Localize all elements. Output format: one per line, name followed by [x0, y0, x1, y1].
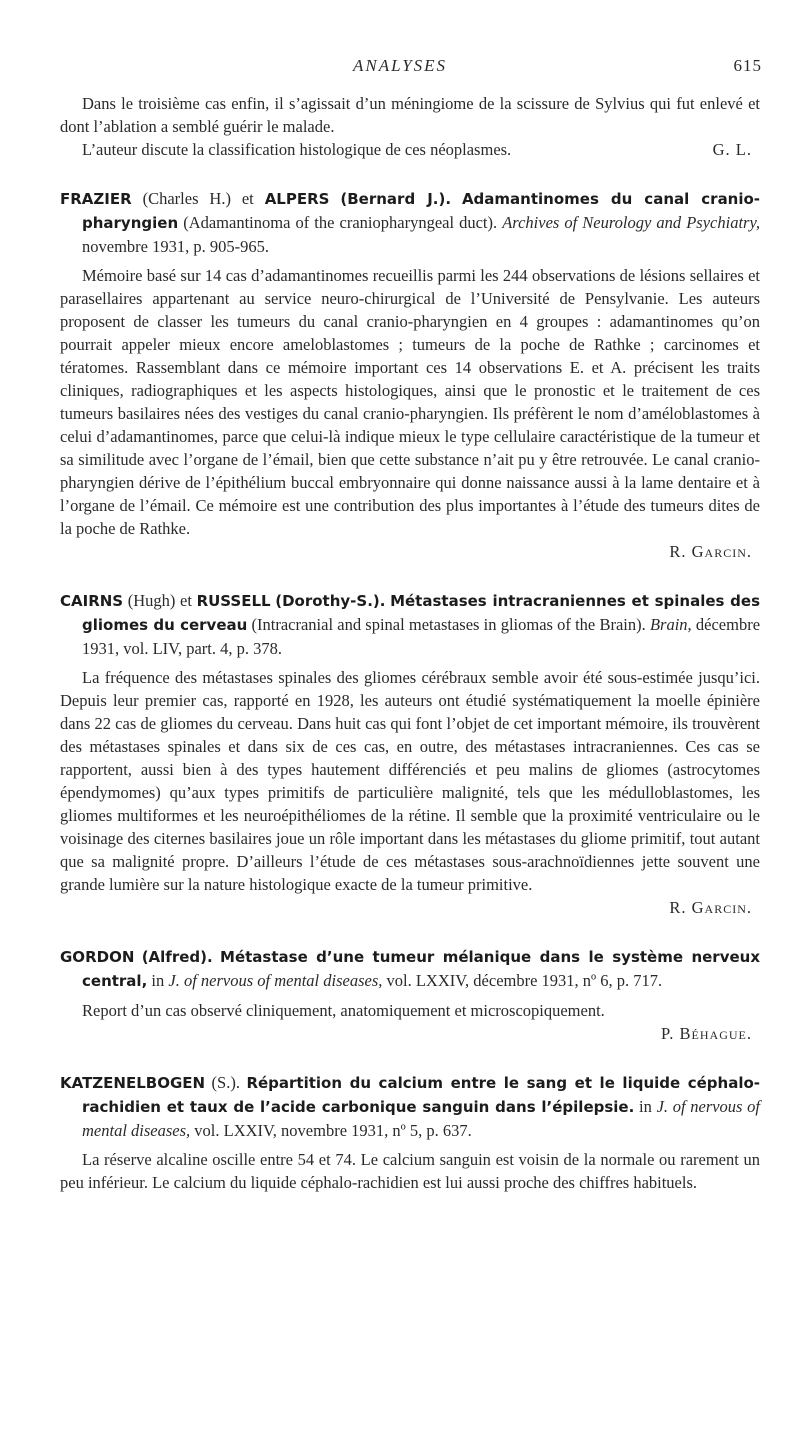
citation-details: vol. LXXIV, décembre 1931, nº 6, p. 717.	[386, 971, 663, 990]
page-content	[60, 92, 760, 1194]
entry-header	[60, 945, 760, 993]
title-translation: (Adamantinoma of the craniopharyngeal duct).	[183, 213, 498, 232]
entry-header	[60, 1071, 760, 1142]
abstract-entry	[60, 1071, 760, 1194]
reviewer-signature: R. Garcin.	[669, 898, 752, 917]
author-surname: CAIRNS	[60, 592, 124, 610]
intro-section	[60, 92, 760, 161]
article-title: Adamantinomes du canal cranio-pharyngien	[82, 190, 761, 232]
page-number: 615	[733, 56, 762, 75]
abstract-entry	[60, 589, 760, 919]
author-surname: FRAZIER	[60, 190, 132, 208]
author-surname: KATZENELBOGEN	[60, 1074, 206, 1092]
author-surname: ALPERS	[264, 190, 330, 208]
article-title: Métastase d’une tumeur mélanique dans le système nerveux central,	[82, 948, 760, 990]
citation-details: novembre 1931, p. 905-965.	[82, 237, 269, 256]
reviewer-signature: R. Garcin.	[669, 542, 752, 561]
article-title: Répartition du calcium entre le sang et le liquide céphalo-rachidien et taux de l’acide carbonique sanguin dans l’épilepsie.	[82, 1074, 761, 1116]
author-given: (Alfred).	[141, 948, 213, 966]
author-surname: RUSSELL	[196, 592, 271, 610]
abstract-body: La réserve alcaline oscille entre 54 et 74. Le calcium sanguin est voisin de la normale ou rarement un peu inférieur. Le calcium du liquide céphalo-rachidien est lui aussi proche des chiffres habituels.	[60, 1150, 760, 1192]
journal-name: Archives of Neurology and Psychiatry,	[502, 213, 760, 232]
reviewer-signature: P. Béhague.	[660, 1024, 752, 1043]
running-title: ANALYSES	[352, 56, 448, 75]
author-given: (Charles H.)	[142, 189, 231, 208]
conjunction: et	[241, 189, 254, 208]
entry-header	[60, 187, 760, 258]
running-head	[0, 56, 800, 80]
citation-details: vol. LXXIV, novembre 1931, nº 5, p. 637.	[194, 1121, 472, 1140]
abstract-body: La fréquence des métastases spinales des gliomes cérébraux semble avoir été sous-estimée jusqu’ici. Depuis leur premier cas, rapporté en 1928, les auteurs ont étudié systématiquement la moelle épinière dans 22 cas de gliomes du cerveau. Dans huit cas qui font l’objet de cet important mémoire, ils trouvèrent des métastases spinales et dans six de ces cas, en outre, des métastases intracraniennes. Ces cas se rapportent, aussi bien à des types hautement différenciés et peu malins de gliomes (astrocytomes épendymomes) qu’aux types primitifs de particulière malignité, tels que les médulloblastomes, les gliomes multiformes et les neuroépithéliomes de la rétine. Il semble que la proximité ventriculaire ou le voisinage des citernes basilaires joue un rôle important dans les métastases du gliome primitif, tout autant que sa malignité propre. D’ailleurs l’étude de ces métastases sous-arachnoïdiennes jette souvent une grande lumière sur la nature histologique exacte de la tumeur primitive.	[60, 668, 760, 894]
abstract-body: Report d’un cas observé cliniquement, anatomiquement et microscopiquement.	[82, 1001, 605, 1020]
title-translation: (Intracranial and spinal metastases in gliomas of the Brain).	[251, 615, 646, 634]
author-surname: GORDON	[60, 948, 135, 966]
author-given: (Dorothy-S.).	[275, 592, 386, 610]
author-given: (S.).	[211, 1073, 240, 1092]
intro-paragraph: Dans le troisième cas enfin, il s’agissait d’un méningiome de la scissure de Sylvius qui fut enlevé et dont l’ablation a semblé guérir le malade.	[60, 94, 760, 136]
intro-paragraph-2	[60, 138, 760, 161]
in-label: in	[639, 1097, 652, 1116]
abstract-entry	[60, 945, 760, 1045]
intro-signature: G. L.	[712, 140, 752, 159]
intro-text: L’auteur discute la classification histologique de ces néoplasmes.	[82, 140, 512, 159]
author-given: (Bernard J.).	[340, 190, 452, 208]
in-label: in	[151, 971, 165, 990]
journal-name: J. of nervous of mental diseases,	[82, 1097, 761, 1140]
citation-details: décembre 1931, vol. LIV, part. 4, p. 378.	[82, 615, 761, 658]
journal-name: Brain,	[649, 615, 692, 634]
conjunction: et	[180, 591, 192, 610]
abstract-entry	[60, 187, 760, 563]
journal-name: J. of nervous of mental diseases,	[168, 971, 383, 990]
article-title: Métastases intracraniennes et spinales des gliomes du cerveau	[82, 592, 761, 634]
author-given: (Hugh)	[127, 591, 176, 610]
abstract-body: Mémoire basé sur 14 cas d’adamantinomes recueillis parmi les 244 observations de lésions sellaires et parasellaires appartenant au service neuro-chirurgical de l’Université de Pensylvanie. Les auteurs proposent de classer les tumeurs du canal cranio-pharyngien en 4 groupes : adamantinomes qu’on pourrait appeler mieux encore ameloblastomes ; tumeurs de la poche de Rathke ; carcinomes et tératomes. Rassemblant dans ce mémoire important ces 14 observations E. et A. précisent les traits cliniques, radiographiques et les aspects histologiques, ainsi que le pronostic et le traitement de ces tumeurs basilaires nées des vestiges du canal cranio-pharyngien. Ils préfèrent le nom d’améloblastomes à celui d’adamantinomes, parce que celui-là indique mieux le type cellulaire caractéristique de la tumeur et sa similitude avec l’organe de l’émail, bien que cette substance n’ait pu y être retrouvée. Le canal cranio-pharyngien dérive de l’épithélium buccal embryonnaire qui donne naissance aussi à la lame dentaire et à l’organe de l’émail. Ce mémoire est une contribution des plus importantes à l’étude des tumeurs dites de la poche de Rathke.	[60, 266, 760, 538]
entry-header	[60, 589, 760, 660]
